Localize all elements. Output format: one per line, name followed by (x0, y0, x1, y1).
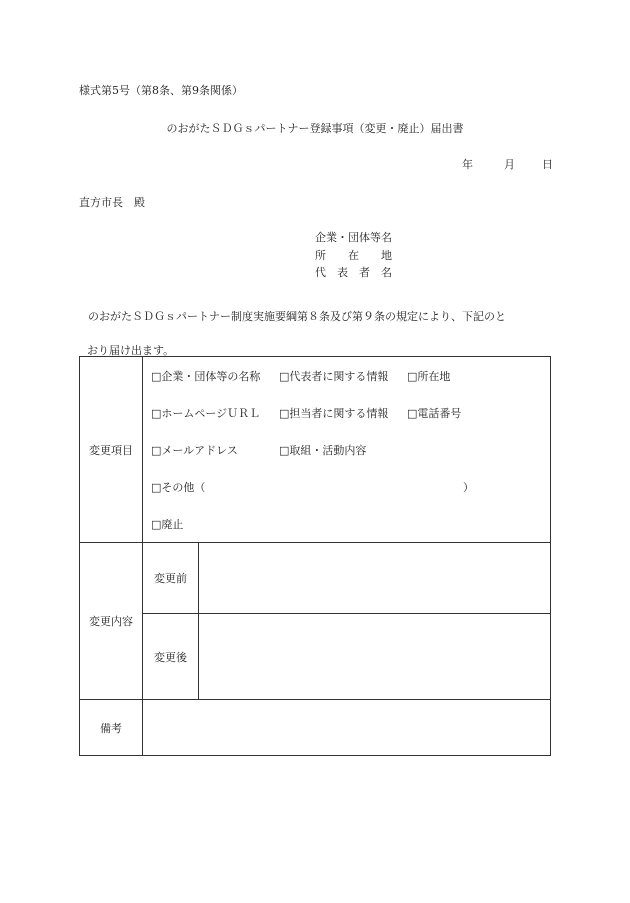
body-text-line-1: のおがたＳＤＧｓパートナー制度実施要綱第８条及び第９条の規定により、下記のと (88, 310, 506, 323)
change-form-table (79, 356, 551, 756)
before-label: 変更前 (143, 543, 199, 614)
after-row (80, 614, 551, 700)
after-field[interactable] (199, 614, 551, 700)
change-content-label: 変更内容 (80, 543, 143, 700)
document-title: のおがたＳＤＧｓパートナー登録事項（変更・廃止）届出書 (166, 122, 464, 135)
body-text-line-2: おり届け出ます。 (87, 344, 175, 357)
date-day: 日 (542, 158, 553, 171)
applicant-block (315, 229, 392, 282)
after-label: 変更後 (143, 614, 199, 700)
addressee: 直方市長 殿 (79, 196, 145, 209)
remarks-label: 備考 (80, 700, 143, 756)
option-email[interactable]: □メールアドレス (151, 443, 238, 457)
before-row (80, 543, 551, 614)
remarks-field[interactable] (143, 700, 551, 756)
date-year: 年 (462, 158, 473, 171)
option-activities[interactable]: □取組・活動内容 (279, 443, 367, 457)
option-abolish[interactable]: □廃止 (151, 517, 184, 531)
applicant-address-label: 所 在 地 (315, 248, 392, 262)
date-line (462, 156, 553, 172)
form-number: 様式第5号（第8条、第9条関係） (79, 84, 243, 97)
option-name[interactable]: □企業・団体等の名称 (151, 369, 261, 383)
option-rep-info[interactable]: □代表者に関する情報 (279, 369, 389, 383)
option-other-close: ） (463, 480, 474, 494)
change-items-label: 変更項目 (80, 357, 143, 543)
option-homepage[interactable]: □ホームページＵＲＬ (151, 406, 261, 420)
applicant-representative-label: 代 表 者 名 (315, 266, 392, 279)
applicant-name-label: 企業・団体等名 (315, 231, 392, 244)
change-items-row (80, 357, 551, 543)
option-contact-info[interactable]: □担当者に関する情報 (279, 406, 389, 420)
before-field[interactable] (199, 543, 551, 614)
option-other[interactable]: □その他（ (151, 480, 206, 494)
option-address[interactable]: □所在地 (407, 369, 451, 383)
remarks-row (80, 700, 551, 756)
change-items-options (143, 357, 551, 543)
date-month: 月 (504, 158, 515, 171)
option-phone[interactable]: □電話番号 (407, 406, 462, 420)
